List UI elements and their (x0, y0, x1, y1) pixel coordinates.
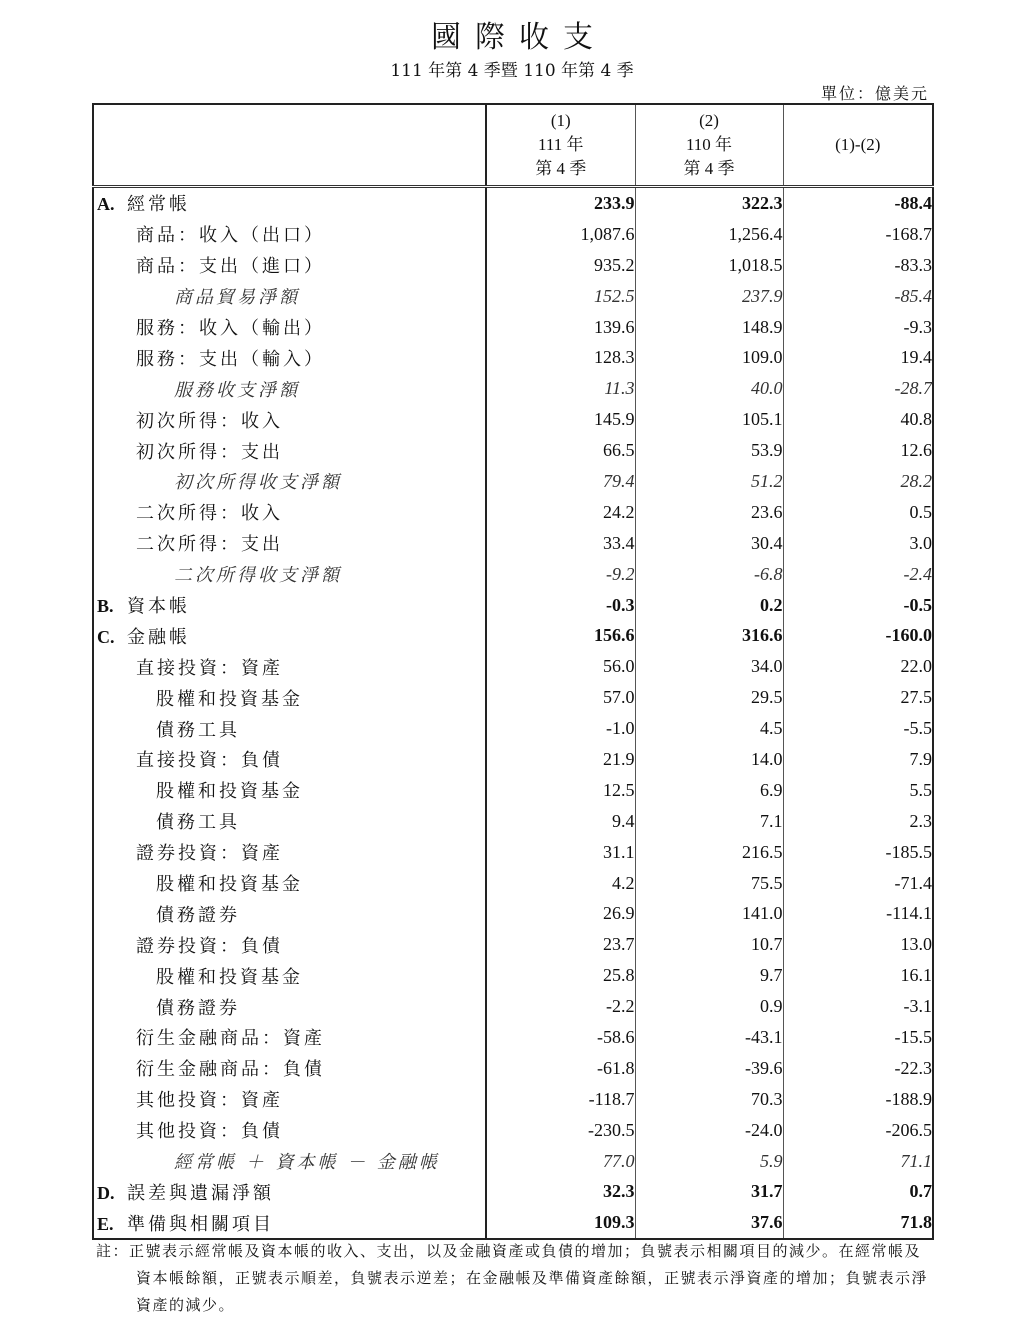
value-111q4: 145.9 (486, 404, 635, 435)
value-111q4: 935.2 (486, 250, 635, 281)
value-111q4: 21.9 (486, 744, 635, 775)
value-111q4: 12.5 (486, 775, 635, 806)
value-difference: -85.4 (783, 281, 933, 312)
row-label (93, 991, 486, 1022)
value-difference: -28.7 (783, 373, 933, 404)
header-diff-label: (1)-(2) (835, 135, 881, 154)
table-row (93, 837, 933, 868)
value-difference: -185.5 (783, 837, 933, 868)
table-row (93, 744, 933, 775)
value-difference: -114.1 (783, 898, 933, 929)
row-label (93, 312, 486, 343)
value-difference: 40.8 (783, 404, 933, 435)
value-111q4: -58.6 (486, 1022, 635, 1053)
value-110q4: 7.1 (635, 806, 783, 837)
value-difference: -22.3 (783, 1053, 933, 1084)
row-label-text: 直接投資：資產 (136, 657, 283, 679)
section-letter: D. (97, 1182, 115, 1203)
table-row (93, 1146, 933, 1177)
value-110q4: 316.6 (635, 620, 783, 651)
value-110q4: -39.6 (635, 1053, 783, 1084)
header-col2-line2: 110 年 (685, 135, 733, 154)
row-label-text: 經常帳 ＋ 資本帳 － 金融帳 (174, 1152, 440, 1174)
row-label (93, 837, 486, 868)
value-110q4: 75.5 (635, 868, 783, 899)
value-111q4: 1,087.6 (486, 219, 635, 250)
value-difference: -2.4 (783, 559, 933, 590)
row-label (93, 898, 486, 929)
table-row (93, 960, 933, 991)
value-difference: -160.0 (783, 620, 933, 651)
row-label (93, 497, 486, 528)
value-111q4: 56.0 (486, 651, 635, 682)
row-label (93, 1053, 486, 1084)
value-111q4: 33.4 (486, 528, 635, 559)
row-label-text: 股權和投資基金 (156, 966, 303, 988)
header-col1-line2: 111 年 (538, 135, 584, 154)
value-110q4: 0.2 (635, 590, 783, 621)
row-label (93, 373, 486, 404)
header-col1-line1: (1) (550, 111, 571, 130)
row-label (93, 1022, 486, 1053)
row-label-text: 服務收支淨額 (174, 379, 300, 401)
table-row (93, 929, 933, 960)
value-110q4: 322.3 (635, 187, 783, 219)
row-label (93, 775, 486, 806)
value-110q4: 141.0 (635, 898, 783, 929)
table-row (93, 651, 933, 682)
value-difference: -15.5 (783, 1022, 933, 1053)
value-110q4: 23.6 (635, 497, 783, 528)
section-letter: E. (97, 1213, 114, 1234)
value-110q4: 6.9 (635, 775, 783, 806)
value-110q4: 70.3 (635, 1084, 783, 1115)
value-110q4: 0.9 (635, 991, 783, 1022)
value-111q4: 11.3 (486, 373, 635, 404)
table-row (93, 1177, 933, 1208)
value-111q4: 109.3 (486, 1207, 635, 1239)
row-label (93, 435, 486, 466)
value-difference: 71.1 (783, 1146, 933, 1177)
row-label-text: 經常帳 (127, 194, 190, 216)
value-111q4: 139.6 (486, 312, 635, 343)
row-label-text: 準備與相關項目 (127, 1213, 274, 1235)
page-subtitle: 111 年第 4 季暨 110 年第 4 季 (390, 61, 634, 81)
row-label (93, 342, 486, 373)
value-difference: 71.8 (783, 1207, 933, 1239)
row-label (93, 960, 486, 991)
header-diff (783, 104, 933, 187)
table-row (93, 187, 933, 219)
value-difference: -5.5 (783, 713, 933, 744)
table-row (93, 1084, 933, 1115)
row-label (93, 590, 486, 621)
value-110q4: 105.1 (635, 404, 783, 435)
value-111q4: 57.0 (486, 682, 635, 713)
value-111q4: 156.6 (486, 620, 635, 651)
table-row (93, 868, 933, 899)
value-111q4: 128.3 (486, 342, 635, 373)
value-difference: 7.9 (783, 744, 933, 775)
row-label (93, 620, 486, 651)
value-110q4: 37.6 (635, 1207, 783, 1239)
value-111q4: 24.2 (486, 497, 635, 528)
row-label (93, 682, 486, 713)
row-label-text: 股權和投資基金 (156, 688, 303, 710)
value-110q4: 9.7 (635, 960, 783, 991)
row-label-text: 證券投資：負債 (136, 935, 283, 957)
row-label-text: 二次所得：支出 (136, 534, 283, 556)
value-110q4: 30.4 (635, 528, 783, 559)
footnote-text: 正號表示經常帳及資本帳的收入、支出，以及金融資產或負債的增加；負號表示相關項目的減少。在經常帳及資本帳餘額，正號表示順差，負號表示逆差；在金融帳及準備資產餘額，正號表示淨資產的增加；負號表示淨資產的減少。 (129, 1242, 929, 1314)
value-111q4: 4.2 (486, 868, 635, 899)
row-label (93, 651, 486, 682)
row-label-text: 二次所得收支淨額 (174, 565, 342, 587)
value-difference: -188.9 (783, 1084, 933, 1115)
table-row (93, 466, 933, 497)
value-difference: -71.4 (783, 868, 933, 899)
table-row (93, 559, 933, 590)
page-title: 國際收支 (431, 20, 607, 55)
table-row (93, 1022, 933, 1053)
row-label-text: 服務：支出（輸入） (136, 348, 325, 370)
header-col2-line3: 第 4 季 (683, 159, 735, 178)
table-row (93, 342, 933, 373)
row-label-text: 商品貿易淨額 (174, 287, 300, 309)
row-label-text: 商品：收入（出口） (136, 225, 325, 247)
row-label-text: 債務證券 (156, 997, 240, 1019)
table-row (93, 312, 933, 343)
value-111q4: -1.0 (486, 713, 635, 744)
value-difference: -88.4 (783, 187, 933, 219)
value-difference: 16.1 (783, 960, 933, 991)
table-row (93, 898, 933, 929)
value-111q4: 32.3 (486, 1177, 635, 1208)
value-111q4: -9.2 (486, 559, 635, 590)
header-col2-line1: (2) (699, 111, 719, 130)
table-row (93, 991, 933, 1022)
value-110q4: -24.0 (635, 1115, 783, 1146)
table-row (93, 435, 933, 466)
row-label-text: 其他投資：資產 (136, 1090, 283, 1112)
row-label (93, 929, 486, 960)
value-110q4: 4.5 (635, 713, 783, 744)
row-label-text: 二次所得：收入 (136, 503, 283, 525)
row-label-text: 股權和投資基金 (156, 874, 303, 896)
value-difference: -3.1 (783, 991, 933, 1022)
value-difference: -0.5 (783, 590, 933, 621)
value-difference: 0.5 (783, 497, 933, 528)
row-label (93, 744, 486, 775)
row-label (93, 1084, 486, 1115)
table-row (93, 497, 933, 528)
table-row (93, 1115, 933, 1146)
balance-of-payments-table (92, 103, 934, 1240)
row-label-text: 債務工具 (156, 812, 240, 834)
value-difference: -206.5 (783, 1115, 933, 1146)
row-label (93, 404, 486, 435)
value-110q4: -6.8 (635, 559, 783, 590)
table-row (93, 404, 933, 435)
table-row (93, 219, 933, 250)
value-111q4: 233.9 (486, 187, 635, 219)
table-row (93, 620, 933, 651)
value-difference: 3.0 (783, 528, 933, 559)
table-row (93, 806, 933, 837)
row-label-text: 資本帳 (127, 596, 190, 618)
value-110q4: 1,018.5 (635, 250, 783, 281)
header-col2 (635, 104, 783, 187)
value-110q4: 216.5 (635, 837, 783, 868)
table-row (93, 1053, 933, 1084)
row-label-text: 債務證券 (156, 904, 240, 926)
value-difference: -168.7 (783, 219, 933, 250)
header-col1 (486, 104, 635, 187)
row-label-text: 服務：收入（輸出） (136, 318, 325, 339)
row-label-text: 初次所得：支出 (136, 441, 283, 463)
value-110q4: 109.0 (635, 342, 783, 373)
row-label (93, 466, 486, 497)
row-label (93, 806, 486, 837)
value-difference: 27.5 (783, 682, 933, 713)
row-label (93, 250, 486, 281)
row-label-text: 誤差與遺漏淨額 (127, 1182, 274, 1204)
row-label (93, 528, 486, 559)
row-label-text: 商品：支出（進口） (136, 256, 325, 278)
section-letter: A. (97, 194, 115, 215)
value-110q4: 148.9 (635, 312, 783, 343)
table-row (93, 250, 933, 281)
table-row (93, 775, 933, 806)
value-110q4: 10.7 (635, 929, 783, 960)
header-col1-line3: 第 4 季 (535, 159, 587, 178)
header-label-cell (93, 104, 486, 187)
value-111q4: 23.7 (486, 929, 635, 960)
row-label (93, 281, 486, 312)
value-difference: -9.3 (783, 312, 933, 343)
value-111q4: -118.7 (486, 1084, 635, 1115)
value-110q4: 29.5 (635, 682, 783, 713)
row-label (93, 1115, 486, 1146)
value-111q4: 152.5 (486, 281, 635, 312)
value-111q4: 26.9 (486, 898, 635, 929)
value-111q4: 9.4 (486, 806, 635, 837)
table-row (93, 281, 933, 312)
value-difference: 19.4 (783, 342, 933, 373)
value-difference: 13.0 (783, 929, 933, 960)
table-row (93, 713, 933, 744)
footnote (96, 1238, 932, 1319)
table-header-row (93, 104, 933, 187)
table-row (93, 1207, 933, 1239)
value-110q4: 5.9 (635, 1146, 783, 1177)
table-row (93, 590, 933, 621)
value-110q4: 14.0 (635, 744, 783, 775)
row-label-text: 債務工具 (156, 719, 240, 741)
value-110q4: 31.7 (635, 1177, 783, 1208)
value-110q4: -43.1 (635, 1022, 783, 1053)
value-111q4: -0.3 (486, 590, 635, 621)
row-label (93, 187, 486, 219)
value-111q4: -2.2 (486, 991, 635, 1022)
value-110q4: 53.9 (635, 435, 783, 466)
value-difference: 22.0 (783, 651, 933, 682)
value-110q4: 1,256.4 (635, 219, 783, 250)
row-label-text: 衍生金融商品：負債 (136, 1059, 325, 1081)
value-110q4: 51.2 (635, 466, 783, 497)
value-111q4: -61.8 (486, 1053, 635, 1084)
table-row (93, 373, 933, 404)
value-111q4: 77.0 (486, 1146, 635, 1177)
value-111q4: 66.5 (486, 435, 635, 466)
row-label (93, 1207, 486, 1239)
row-label-text: 股權和投資基金 (156, 781, 303, 803)
row-label-text: 直接投資：負債 (136, 750, 283, 772)
value-difference: 5.5 (783, 775, 933, 806)
value-110q4: 34.0 (635, 651, 783, 682)
row-label (93, 1177, 486, 1208)
row-label-text: 初次所得收支淨額 (174, 472, 342, 494)
value-111q4: 31.1 (486, 837, 635, 868)
value-111q4: -230.5 (486, 1115, 635, 1146)
row-label-text: 金融帳 (127, 626, 190, 648)
footnote-prefix: 註： (96, 1242, 130, 1260)
row-label-text: 證券投資：資產 (136, 843, 283, 865)
value-110q4: 237.9 (635, 281, 783, 312)
row-label (93, 713, 486, 744)
table-row (93, 682, 933, 713)
row-label (93, 1146, 486, 1177)
value-difference: 0.7 (783, 1177, 933, 1208)
value-difference: 2.3 (783, 806, 933, 837)
value-111q4: 79.4 (486, 466, 635, 497)
value-difference: -83.3 (783, 250, 933, 281)
row-label (93, 559, 486, 590)
unit-label: 單位：億美元 (820, 84, 929, 103)
section-letter: B. (97, 596, 114, 617)
row-label (93, 219, 486, 250)
table-row (93, 528, 933, 559)
section-letter: C. (97, 626, 115, 647)
value-difference: 12.6 (783, 435, 933, 466)
row-label-text: 初次所得：收入 (136, 410, 283, 432)
value-111q4: 25.8 (486, 960, 635, 991)
row-label-text: 衍生金融商品：資產 (136, 1028, 325, 1050)
value-110q4: 40.0 (635, 373, 783, 404)
value-difference: 28.2 (783, 466, 933, 497)
row-label (93, 868, 486, 899)
row-label-text: 其他投資：負債 (136, 1121, 283, 1143)
